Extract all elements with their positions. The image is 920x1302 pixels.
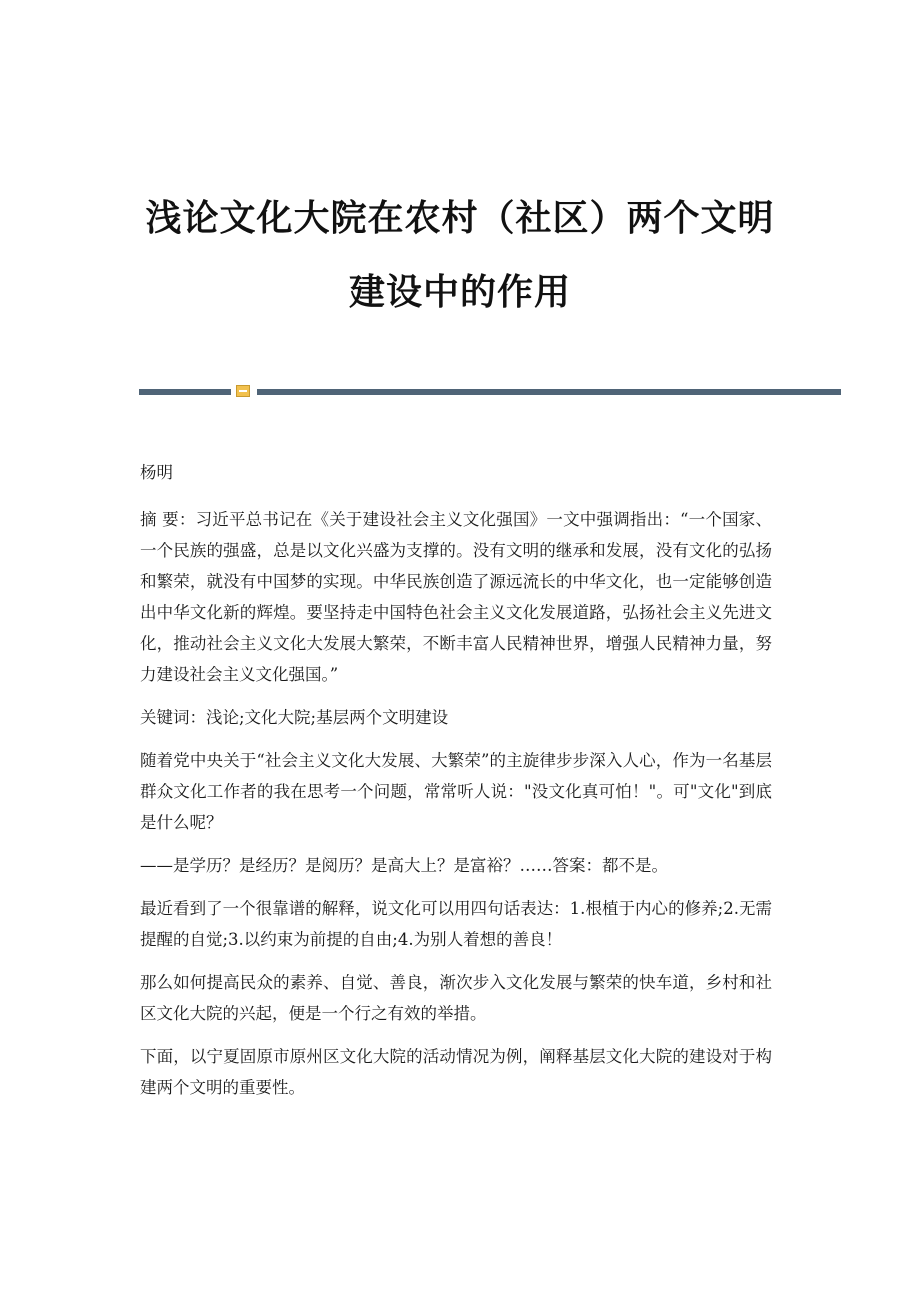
- document-badge-icon: [236, 385, 250, 397]
- body-paragraph: 下面，以宁夏固原市原州区文化大院的活动情况为例，阐释基层文化大院的建设对于构建两个文明的重要性。: [140, 1047, 772, 1097]
- divider-bar-right: [257, 389, 841, 395]
- title-line-1: 浅论文化大院在农村（社区）两个文明: [145, 198, 775, 239]
- abstract-paragraph: 摘 要：习近平总书记在《关于建设社会主义文化强国》一文中强调指出：“一个国家、一个民族的强盛，总是以文化兴盛为支撑的。没有文明的继承和发展，没有文化的弘扬和繁荣，就没有中国梦的实现。中华民族创造了源远流长的中华文化，也一定能够创造出中华文化新的辉煌。要坚持走中国特色社会主义文化发展道路，弘扬社会主义先进文化，推动社会主义文化大发展大繁荣，不断丰富人民精神世界，增强人民精神力量，努力建设社会主义文化强国。”: [140, 510, 772, 684]
- body-paragraph: 那么如何提高民众的素养、自觉、善良，渐次步入文化发展与繁荣的快车道，乡村和社区文化大院的兴起，便是一个行之有效的举措。: [140, 973, 772, 1023]
- author-name: 杨明: [140, 463, 173, 482]
- title-line-2: 建设中的作用: [348, 272, 571, 313]
- document-title: [60, 182, 860, 330]
- document-body: [140, 457, 772, 1115]
- body-paragraph: 最近看到了一个很靠谱的解释，说文化可以用四句话表达：1.根植于内心的修养;2.无需提醒的自觉;3.以约束为前提的自由;4.为别人着想的善良！: [140, 899, 772, 949]
- keywords-paragraph: 关键词：浅论;文化大院;基层两个文明建设: [140, 708, 449, 727]
- divider-bar-left: [139, 389, 231, 395]
- body-paragraph: 随着党中央关于“社会主义文化大发展、大繁荣”的主旋律步步深入人心，作为一名基层群众文化工作者的我在思考一个问题，常常听人说："没文化真可怕！"。可"文化"到底是什么呢？: [140, 751, 772, 832]
- title-divider: [139, 385, 841, 397]
- body-paragraph: ——是学历？是经历？是阅历？是高大上？是富裕？……答案：都不是。: [140, 856, 668, 875]
